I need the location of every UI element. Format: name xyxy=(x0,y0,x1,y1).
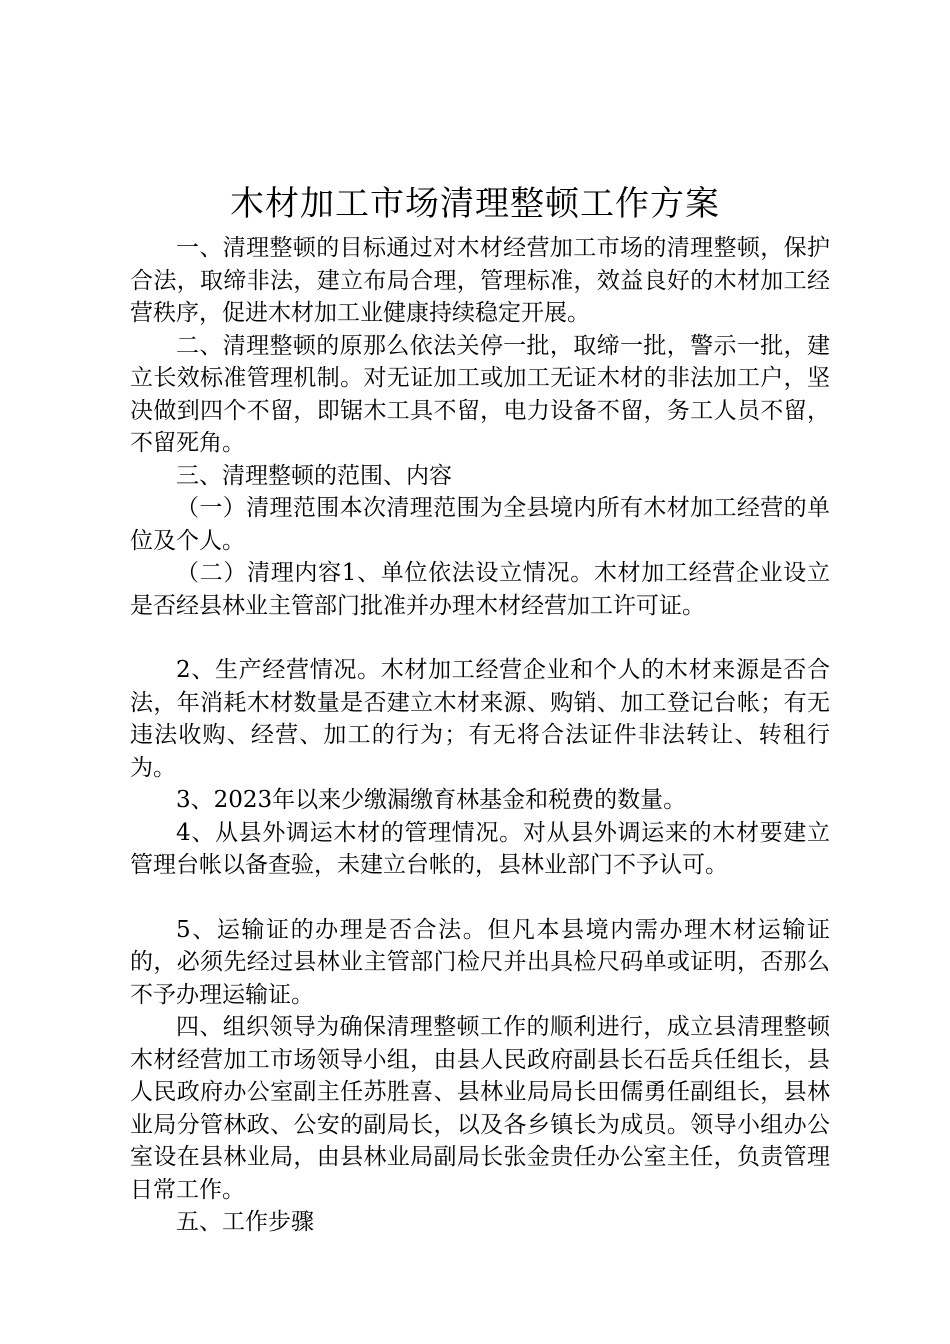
document-body xyxy=(130,232,830,1239)
paragraph-content-2: 2、生产经营情况。木材加工经营企业和个人的木材来源是否合法，年消耗木材数量是否建立木材来源、购销、加工登记台帐；有无违法收购、经营、加工的行为；有无将合法证件非法转让、转租行为。 xyxy=(130,657,830,781)
paragraph-principle: 二、清理整顿的原那么依法关停一批，取缔一批，警示一批，建立长效标准管理机制。对无证加工或加工无证木材的非法加工户，坚决做到四个不留，即锯木工具不留，电力设备不留，务工人员不留，不留死角。 xyxy=(130,332,830,456)
paragraph-content-1: （二）清理内容1、单位依法设立情况。木材加工经营企业设立是否经县林业主管部门批准并办理木材经营加工许可证。 xyxy=(130,560,830,619)
paragraph-content-3: 3、2023年以来少缴漏缴育林基金和税费的数量。 xyxy=(176,787,687,813)
paragraph-organization: 四、组织领导为确保清理整顿工作的顺利进行，成立县清理整顿木材经营加工市场领导小组，由县人民政府副县长石岳兵任组长，县人民政府办公室副主任苏胜喜、县林业局局长田儒勇任副组长，县林业局分管林政、公安的副局长，以及各乡镇长为成员。领导小组办公室设在县林业局，由县林业局副局长张金贵任办公室主任，负责管理日常工作。 xyxy=(130,1014,830,1203)
paragraph-content-5: 5、运输证的办理是否合法。但凡本县境内需办理木材运输证的，必须先经过县林业主管部门检尺并出具检尺码单或证明，否那么不予办理运输证。 xyxy=(130,916,830,1008)
document-title: 木材加工市场清理整顿工作方案 xyxy=(230,184,720,224)
paragraph-steps-heading: 五、工作步骤 xyxy=(176,1209,314,1235)
paragraph-scope-heading: 三、清理整顿的范围、内容 xyxy=(176,462,452,489)
paragraph-scope: （一）清理范围本次清理范围为全县境内所有木材加工经营的单位及个人。 xyxy=(130,495,830,554)
paragraph-goal: 一、清理整顿的目标通过对木材经营加工市场的清理整顿，保护合法，取缔非法，建立布局合理，管理标准，效益良好的木材加工经营秩序，促进木材加工业健康持续稳定开展。 xyxy=(130,235,830,326)
paragraph-content-4: 4、从县外调运木材的管理情况。对从县外调运来的木材要建立管理台帐以备查验，未建立台帐的，县林业部门不予认可。 xyxy=(130,819,830,878)
